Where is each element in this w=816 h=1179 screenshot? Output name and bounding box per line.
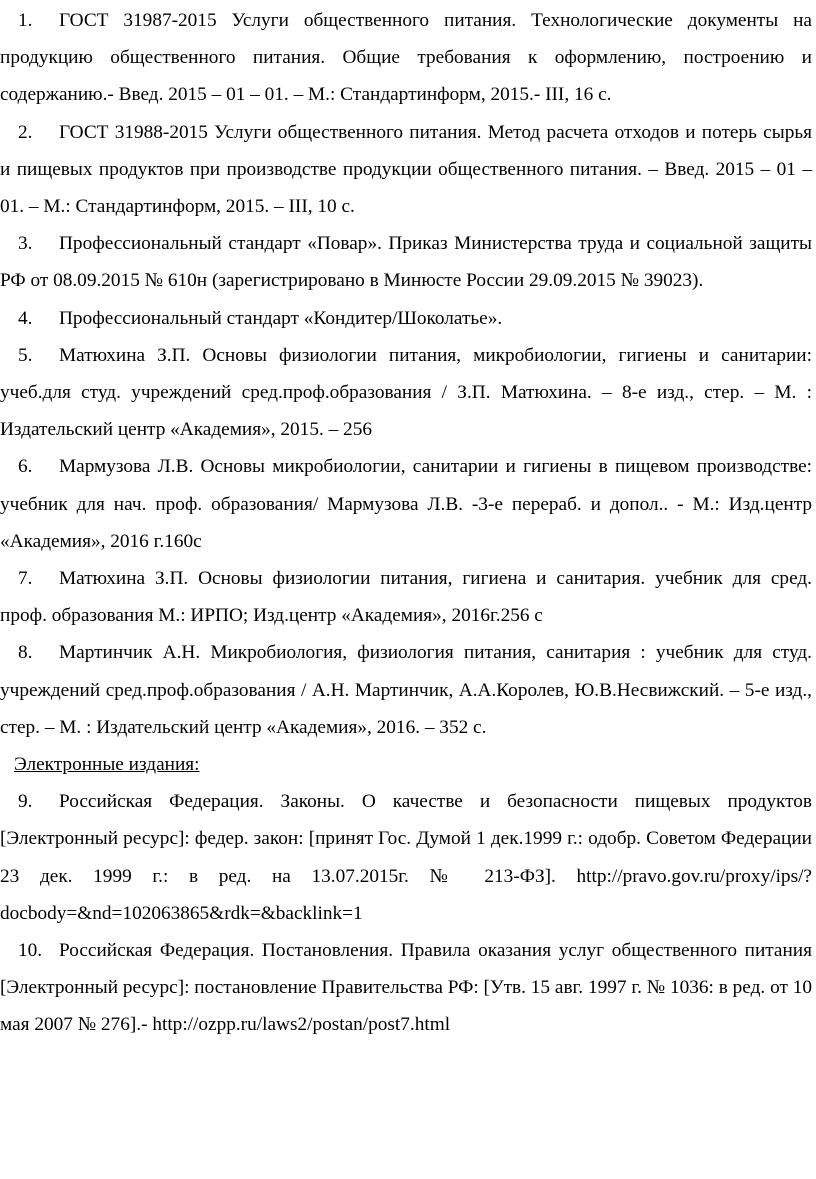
reference-text: Российская Федерация. Законы. О качестве и безопасности пищевых продуктов [Электронный ресурс]: федер. закон: [принят Гос. Думой 1 дек.1999 г.: одобр. Советом Федерации 23 дек. 1999 г.: в ред. на 13.07.2015г. № 213-ФЗ]. http://pravo.gov.ru/proxy/ips/?docbody=&nd=102063865&rdk=&backlink=1 [0, 791, 812, 924]
reference-text: Мартинчик А.Н. Микробиология, физиология питания, санитария : учебник для студ. учреждений сред.проф.образования / А.Н. Мартинчик, А.А.Королев, Ю.В.Несвижский. – 5-е изд., стер. – М. : Издательский центр «Академия», 2016. – 352 с. [0, 642, 812, 738]
section-title-text: Электронные издания: [14, 754, 200, 776]
reference-number: 8. [18, 642, 33, 664]
reference-number: 4. [18, 307, 33, 329]
reference-number: 3. [18, 233, 33, 255]
electronic-section-title [0, 746, 812, 783]
reference-item-10 [0, 932, 812, 1044]
reference-text: Матюхина З.П. Основы физиологии питания, микробиологии, гигиены и санитарии: учеб.для студ. учреждений сред.проф.образования / З.П. Матюхина. – 8-е изд., стер. – М. : Издательский центр «Академия», 2015. – 256 [0, 344, 812, 441]
reference-item-9 [0, 783, 812, 932]
reference-text: Профессиональный стандарт «Кондитер/Шоколатье». [59, 307, 503, 329]
reference-item-1 [0, 2, 812, 114]
reference-text: Российская Федерация. Постановления. Правила оказания услуг общественного питания [Электронный ресурс]: постановление Правительства РФ: [Утв. 15 авг. 1997 г. № 1036: в ред. от 10 мая 2007 № 276].- http://ozpp.ru/laws2/postan/post7.html [0, 940, 812, 1036]
reference-text: ГОСТ 31987-2015 Услуги общественного питания. Технологические документы на продукцию общественного питания. Общие требования к оформлению, построению и содержанию.- Введ. 2015 – 01 – 01. – М.: Стандартинформ, 2015.- III, 16 с. [0, 10, 812, 106]
reference-item-5 [0, 337, 812, 449]
reference-text: ГОСТ 31988-2015 Услуги общественного питания. Метод расчета отходов и потерь сырья и пищевых продуктов при производстве продукции общественного питания. – Введ. 2015 – 01 – 01. – М.: Стандартинформ, 2015. – III, 10 с. [0, 121, 812, 218]
reference-item-4 [0, 300, 812, 337]
reference-text: Матюхина З.П. Основы физиологии питания, гигиена и санитария. учебник для сред. проф. образования М.: ИРПО; Изд.центр «Академия», 2016г.256 с [0, 568, 812, 627]
reference-item-6 [0, 448, 812, 560]
reference-item-3 [0, 225, 812, 299]
reference-number: 10. [18, 940, 43, 962]
reference-text: Мармузова Л.В. Основы микробиологии, санитарии и гигиены в пищевом производстве: учебник для нач. проф. образования/ Мармузова Л.В. -3-е перераб. и допол.. - М.: Изд.центр «Академия», 2016 г.160с [0, 456, 812, 552]
reference-number: 2. [18, 121, 33, 143]
reference-item-8 [0, 634, 812, 746]
reference-number: 6. [18, 456, 33, 478]
reference-item-7 [0, 560, 812, 634]
reference-number: 7. [18, 568, 33, 590]
reference-number: 9. [18, 791, 33, 813]
reference-item-2 [0, 114, 812, 226]
reference-text: Профессиональный стандарт «Повар». Приказ Министерства труда и социальной защиты РФ от 08.09.2015 № 610н (зарегистрировано в Минюсте России 29.09.2015 № 39023). [0, 233, 812, 292]
reference-number: 5. [18, 344, 33, 366]
reference-number: 1. [18, 10, 33, 31]
